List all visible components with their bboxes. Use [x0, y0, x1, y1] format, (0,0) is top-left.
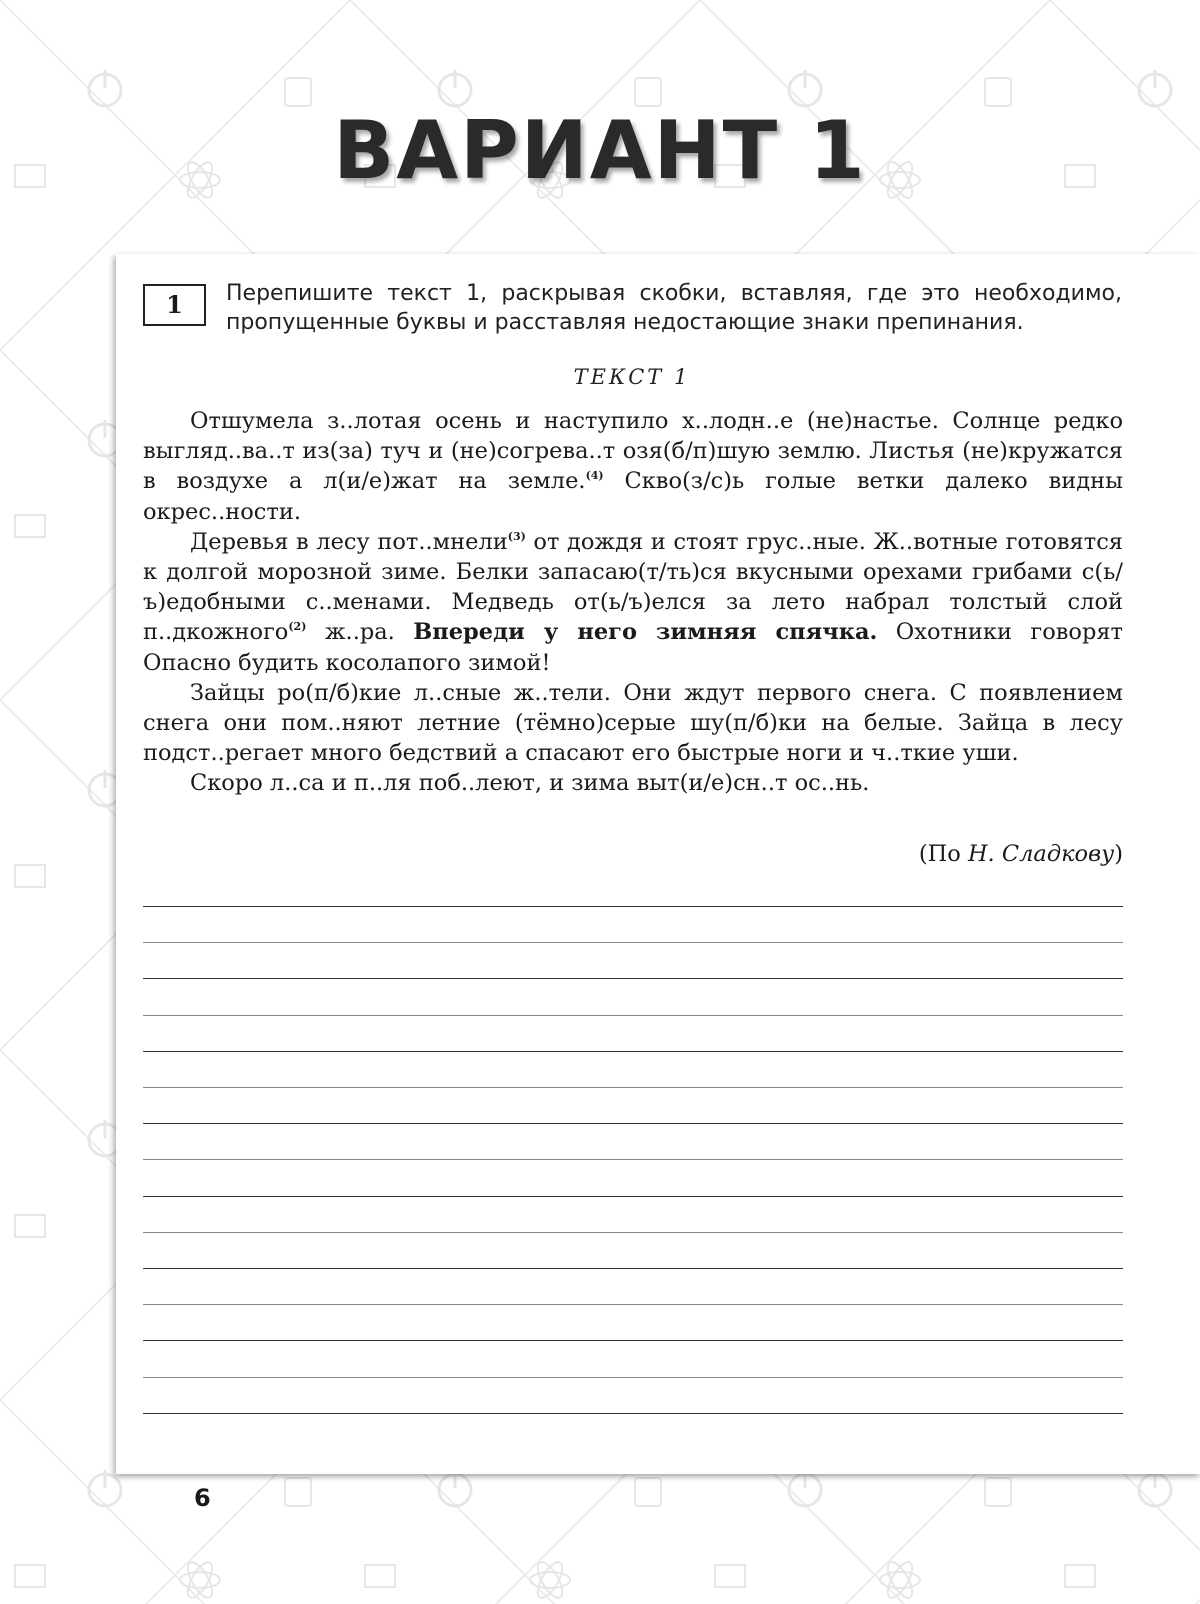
variant-title: ВАРИАНТ 1 [333, 104, 867, 197]
text-passage [143, 406, 1123, 799]
text-heading: ТЕКСТ 1 [573, 365, 691, 389]
paragraph-2-text-mid2: ж..ра. [306, 619, 414, 646]
paragraph-1 [143, 406, 1123, 527]
answer-line [143, 1232, 1123, 1233]
answer-line [143, 1196, 1123, 1197]
paragraph-1-text-end: Скво(з/с)ь голые ветки далеко видны окрес..ности. [143, 468, 1123, 525]
answer-line [143, 942, 1123, 943]
task-number-box: 1 [143, 284, 206, 326]
footnote-mark-4: (4) [585, 469, 604, 483]
attribution-author: Н. Сладкову [967, 841, 1115, 867]
paragraph-2-text-end: Охотники говорят Опасно будить косолапого зимой! [143, 619, 1124, 676]
answer-line [143, 1159, 1123, 1160]
answer-line [143, 906, 1123, 907]
answer-line [143, 1377, 1123, 1378]
paragraph-4: Скоро л..са и п..ля поб..леют, и зима выт(и/е)сн..т ос..нь. [190, 770, 870, 797]
attribution-close: ) [1114, 841, 1123, 867]
answer-line [143, 1123, 1123, 1124]
answer-line [143, 1413, 1123, 1414]
bold-sentence: Впереди у него зимняя спячка. [413, 619, 878, 646]
answer-line [143, 1015, 1123, 1016]
answer-line [143, 1268, 1123, 1269]
footnote-mark-2: (2) [288, 620, 307, 634]
answer-line [143, 1087, 1123, 1088]
answer-line [143, 978, 1123, 979]
answer-line [143, 1051, 1123, 1052]
paragraph-2-text-mid: от дождя и стоят грус..ные. Ж..вотные готовятся к долгой морозной зиме. Белки запасаю(т/ть)ся вкусными орехами грибами с(ь/ъ)едобными с..менами. Медведь от(ь/ъ)елся за лето набрал толстый слой п..дкожного [143, 528, 1123, 646]
paragraph-2 [143, 527, 1123, 678]
answer-line [143, 1304, 1123, 1305]
attribution [143, 841, 1123, 867]
attribution-open: (По [918, 841, 968, 867]
paragraph-2-text: Деревья в лесу пот..мнели [190, 528, 508, 555]
paragraph-3: Зайцы ро(п/б)кие л..сные ж..тели. Они ждут первого снега. С появлением снега они пом..няют летние (тёмно)серые шу(п/б)ки на белые. Зайца в лесу подст..регает много бедствий а спасают его быстрые ноги и ч..ткие уши. [143, 679, 1123, 767]
answer-line [143, 1340, 1123, 1341]
task-instruction: Перепишите текст 1, раскрывая скобки, вставляя, где это необходимо, пропущенные буквы и расставляя недостающие знаки препинания. [226, 281, 1122, 335]
footnote-mark-3: (3) [507, 529, 526, 543]
paragraph-1-text: Отшумела з..лотая осень и наступило х..лодн..е (не)настье. Солнце редко выгляд..ва..т из(за) туч и (не)согрева..т озя(б/п)шую землю. Листья (не)кружатся в воздухе а л(и/е)жат на земле. [143, 408, 1123, 495]
page-number: 6 [194, 1484, 211, 1512]
